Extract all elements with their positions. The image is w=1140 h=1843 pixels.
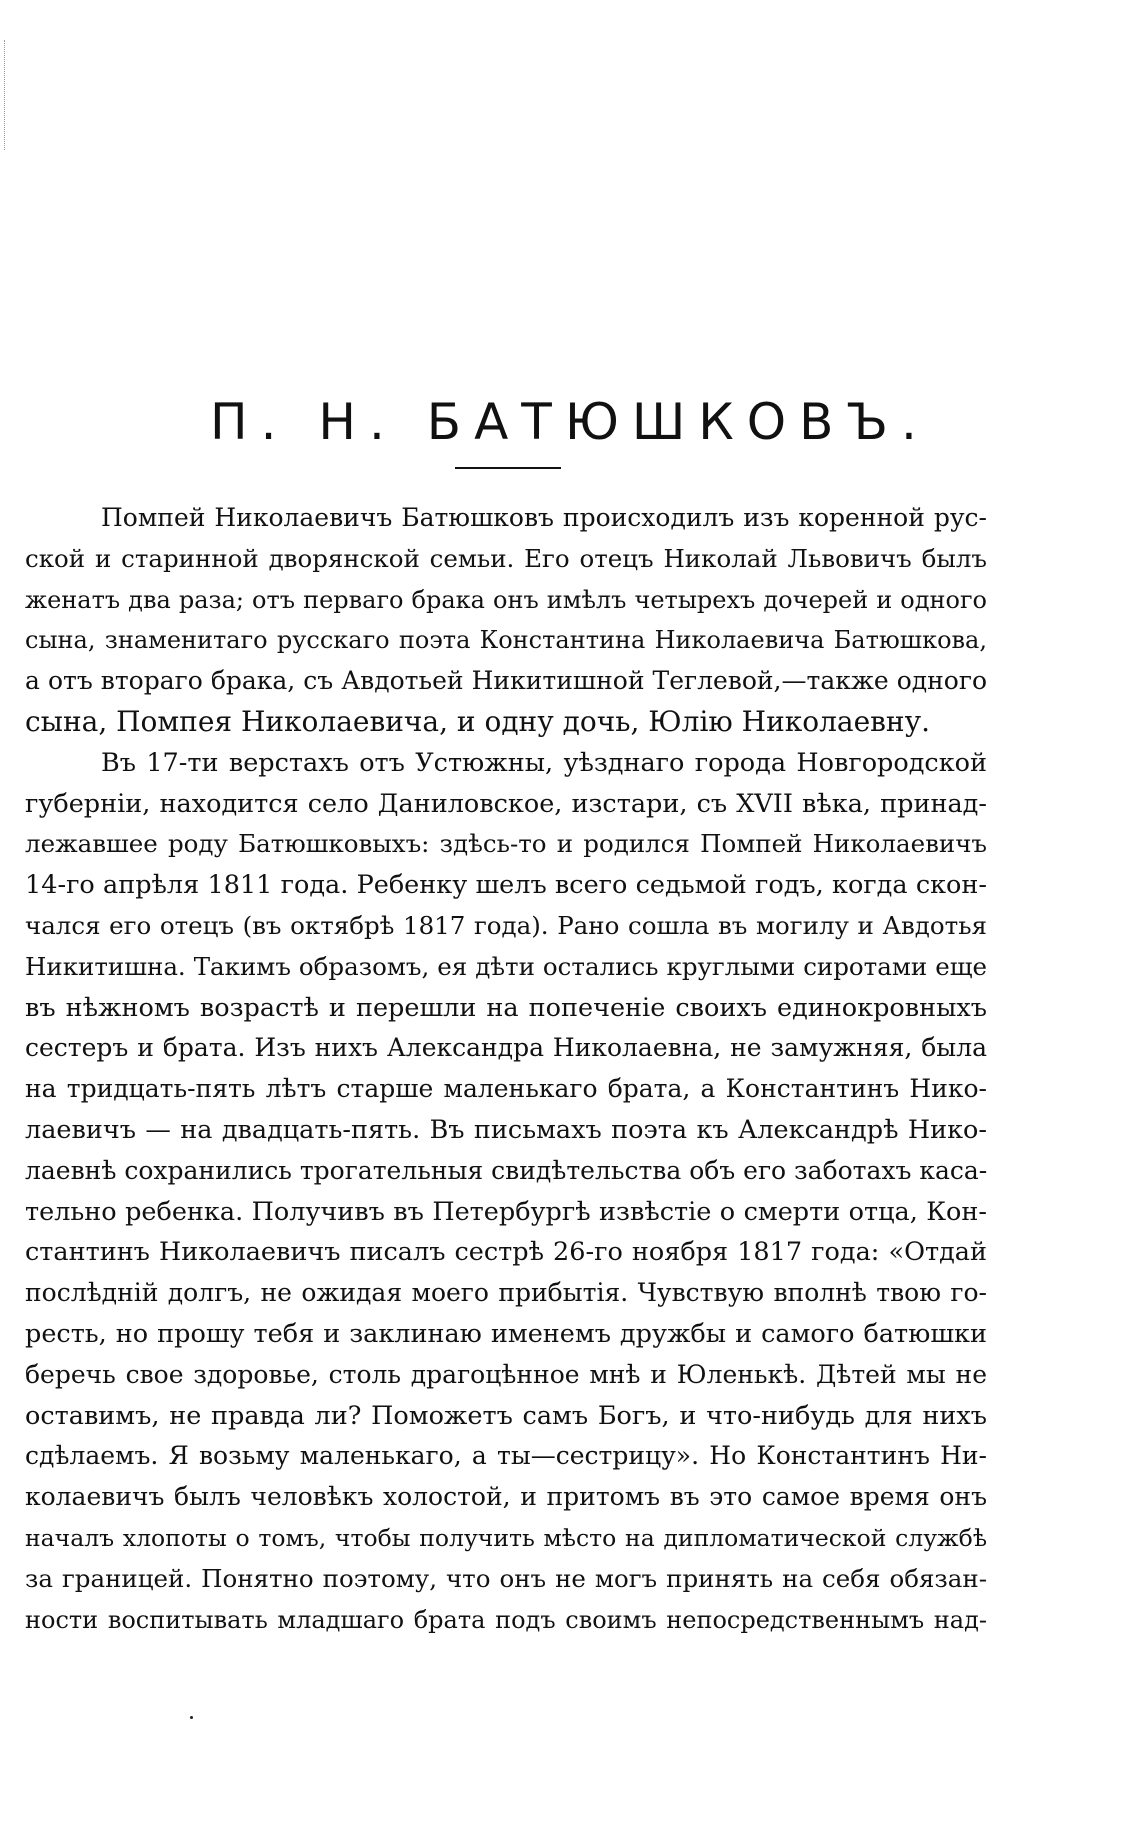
text-line: колаевичъ былъ человѣкъ холостой, и притомъ въ это самое время онъ [25, 1482, 987, 1512]
print-speck [190, 1716, 193, 1719]
text-line: на тридцать-пять лѣтъ старше маленькаго брата, а Константинъ Нико- [25, 1074, 987, 1104]
text-line: Въ 17-ти верстахъ отъ Устюжны, уѣзднаго города Новгородской [101, 747, 987, 778]
text-line: лаевичъ — на двадцать-пять. Въ письмахъ поэта къ Александрѣ Нико- [25, 1114, 987, 1145]
text-line: лаевнѣ сохранились трогательныя свидѣтельства объ его заботахъ каса- [25, 1155, 988, 1185]
text-line: сына, знаменитаго русскаго поэта Константина Николаевича Батюшкова, [25, 626, 987, 655]
text-line: оставимъ, не правда ли? Поможетъ самъ Богъ, и что-нибудь для нихъ [25, 1400, 987, 1431]
page-title: П. Н. БАТЮШКОВЪ. [210, 393, 930, 451]
margin-marks [4, 40, 7, 150]
text-line: въ нѣжномъ возрастѣ и перешли на попеченіе своихъ единокровныхъ [25, 992, 987, 1023]
text-line: стантинъ Николаевичъ писалъ сестрѣ 26-го ноября 1817 года: «Отдай [25, 1237, 987, 1268]
body-text [25, 498, 987, 1640]
text-line: сына, Помпея Николаевича, и одну дочь, Юлію Николаевну. [25, 704, 930, 738]
text-line: послѣдній долгъ, не ожидая моего прибытія. Чувствую вполнѣ твою го- [25, 1278, 987, 1308]
text-line: чался его отецъ (въ октябрѣ 1817 года). Рано сошла въ могилу и Авдотья [25, 910, 987, 940]
text-line: сестеръ и брата. Изъ нихъ Александра Николаевна, не замужняя, была [25, 1033, 987, 1063]
text-line: лежавшее роду Батюшковыхъ: здѣсь-то и родился Помпей Николаевичъ [25, 829, 987, 859]
text-line: а отъ втораго брака, съ Авдотьей Никитишной Теглевой,—также одного [25, 666, 987, 696]
text-line: Помпей Николаевичъ Батюшковъ происходилъ изъ коренной рус- [101, 503, 987, 532]
text-line: ности воспитывать младшаго брата подъ своимъ непосредственнымъ над- [25, 1605, 987, 1634]
text-line: 14-го апрѣля 1811 года. Ребенку шелъ всего седьмой годъ, когда скон- [25, 870, 987, 901]
text-line: беречь свое здоровье, столь драгоцѣнное мнѣ и Юленькѣ. Дѣтей мы не [25, 1359, 987, 1389]
title-rule [455, 467, 561, 469]
text-line: тельно ребенка. Получивъ въ Петербургѣ извѣстіе о смерти отца, Кон- [25, 1196, 987, 1227]
text-line: за границей. Понятно поэтому, что онъ не могъ принять на себя обязан- [25, 1563, 987, 1593]
text-line: ресть, но прошу тебя и заклинаю именемъ дружбы и самого батюшки [25, 1318, 987, 1349]
text-line: ской и старинной дворянской семьи. Его отецъ Николай Львовичъ былъ [25, 543, 987, 573]
text-line: Никитишна. Такимъ образомъ, ея дѣти остались круглыми сиротами еще [25, 951, 987, 981]
text-line: началъ хлопоты о томъ, чтобы получить мѣсто на дипломатической службѣ [25, 1523, 987, 1552]
text-line: губерніи, находится село Даниловское, изстари, съ XVII вѣка, принад- [25, 788, 987, 819]
text-line: женатъ два раза; отъ перваго брака онъ имѣлъ четырехъ дочерей и одного [25, 585, 987, 614]
text-line: сдѣлаемъ. Я возьму маленькаго, а ты—сестрицу». Но Константинъ Ни- [25, 1441, 987, 1471]
